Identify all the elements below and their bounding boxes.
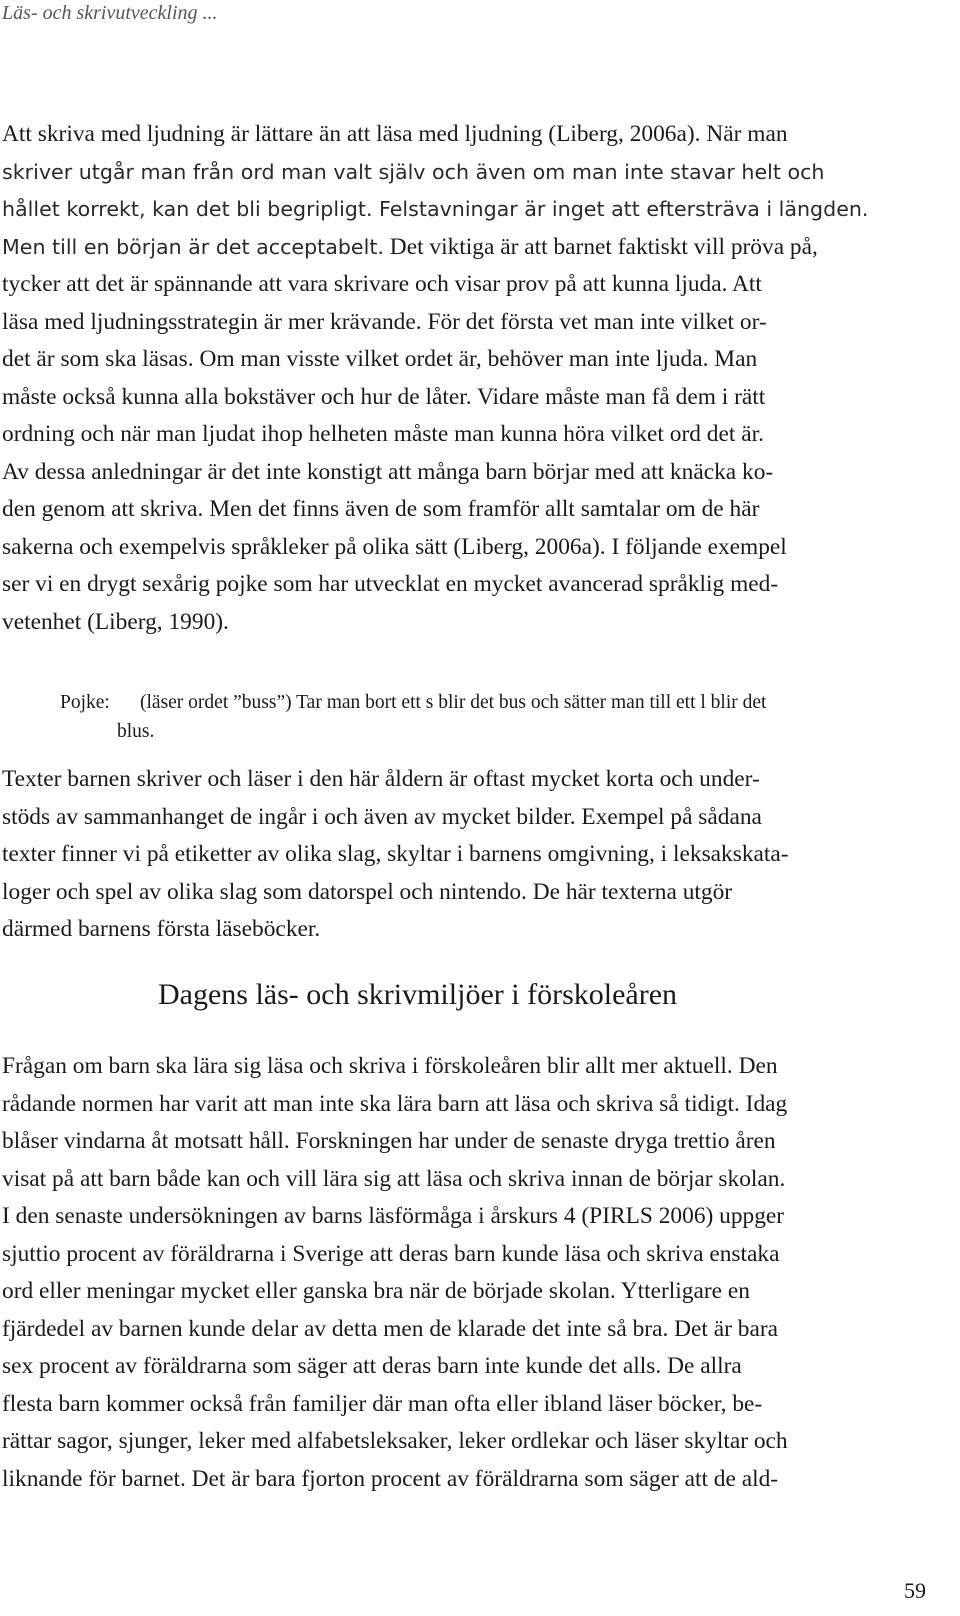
paragraph-line: sakerna och exempelvis språkleker på olika sätt (Liberg, 2006a). I följande exempel: [2, 533, 787, 560]
paragraph-forskolearen: [2, 1048, 928, 1498]
paragraph-line: loger och spel av olika slag som datorspel och nintendo. De här texterna utgör: [2, 878, 733, 905]
section-heading: Dagens läs- och skrivmiljöer i förskoleåren: [158, 978, 678, 1011]
paragraph-ljudning: [2, 116, 928, 641]
paragraph-line: ser vi en drygt sexårig pojke som har utvecklat en mycket avancerad språklig med-: [2, 571, 779, 597]
paragraph-line: därmed barnens första läseböcker.: [2, 916, 321, 942]
paragraph-line: fjärdedel av barnen kunde delar av detta men de klarade det inte så bra. Det är bara: [2, 1315, 779, 1342]
paragraph-line: ord eller meningar mycket eller ganska bra när de började skolan. Ytterligare en: [2, 1278, 750, 1304]
page-number: 59: [904, 1578, 926, 1603]
speaker-label: Pojke:: [60, 692, 110, 713]
paragraph-line: vetenhet (Liberg, 1990).: [2, 608, 229, 635]
paragraph-line: det är som ska läsas. Om man visste vilket ordet är, behöver man inte ljuda. Man: [2, 346, 758, 372]
paragraph-line: blåser vindarna åt motsatt håll. Forskningen har under de senaste dryga trettio åren: [2, 1128, 776, 1154]
paragraph-line: tycker att det är spännande att vara skrivare och visar prov på att kunna ljuda. Att: [2, 271, 762, 297]
dialogue-example: [60, 688, 932, 746]
paragraph-line: måste också kunna alla bokstäver och hur de låter. Vidare måste man få dem i rätt: [2, 383, 766, 410]
running-header: Läs- och skrivutveckling ...: [2, 2, 218, 24]
paragraph-line: den genom att skriva. Men det finns även de som framför allt samtalar om de här: [2, 496, 760, 522]
example-text: (läser ordet ”buss”) Tar man bort ett s blir det bus och sätter man till ett l blir det: [140, 692, 767, 713]
paragraph-texter: [2, 761, 928, 949]
paragraph-line: läsa med ljudningsstrategin är mer krävande. För det första vet man inte vilket or-: [2, 308, 767, 335]
paragraph-line: texter finner vi på etiketter av olika slag, skyltar i barnens omgivning, i leksakskata-: [2, 841, 789, 867]
paragraph-line: liknande för barnet. Det är bara fjorton procent av föräldrarna som säger att de ald-: [2, 1465, 779, 1492]
paragraph-line: Att skriva med ljudning är lättare än att läsa med ljudning (Liberg, 2006a). När man: [2, 121, 788, 147]
paragraph-line: I den senaste undersökningen av barns läsförmåga i årskurs 4 (PIRLS 2006) uppger: [2, 1203, 785, 1229]
paragraph-line: Texter barnen skriver och läser i den här åldern är oftast mycket korta och under-: [2, 766, 760, 792]
paragraph-line: skriver utgår man från ord man valt själv och även om man inte stavar helt och: [2, 159, 825, 184]
paragraph-line: rättar sagor, sjunger, leker med alfabetsleksaker, leker ordlekar och läser skyltar och: [2, 1428, 788, 1454]
example-text-continued: blus.: [117, 721, 155, 742]
paragraph-line: flesta barn kommer också från familjer där man ofta eller ibland läser böcker, be-: [2, 1390, 763, 1417]
paragraph-line: stöds av sammanhanget de ingår i och även av mycket bilder. Exempel på sådana: [2, 803, 762, 830]
paragraph-line: hållet korrekt, kan det bli begripligt. Felstavningar är inget att eftersträva i längden.: [2, 197, 869, 221]
paragraph-line: Frågan om barn ska lära sig läsa och skriva i förskoleåren blir allt mer aktuell. Den: [2, 1053, 778, 1079]
paragraph-line: ordning och när man ljudat ihop helheten måste man kunna höra vilket ord det är.: [2, 421, 764, 447]
paragraph-line: Av dessa anledningar är det inte konstigt att många barn börjar med att knäcka ko-: [2, 458, 774, 485]
paragraph-line: visat på att barn både kan och vill lära sig att läsa och skriva innan de börjar skolan.: [2, 1165, 786, 1192]
paragraph-line: rådande normen har varit att man inte ska lära barn att läsa och skriva så tidigt. Idag: [2, 1090, 788, 1117]
paragraph-line: Men till en början är det acceptabelt.: [2, 234, 384, 259]
paragraph-line: sex procent av föräldrarna som säger att deras barn inte kunde det alls. De allra: [2, 1353, 742, 1379]
paragraph-line: Det viktiga är att barnet faktiskt vill pröva på,: [383, 233, 818, 260]
paragraph-line: sjuttio procent av föräldrarna i Sverige att deras barn kunde läsa och skriva enstaka: [2, 1240, 780, 1267]
